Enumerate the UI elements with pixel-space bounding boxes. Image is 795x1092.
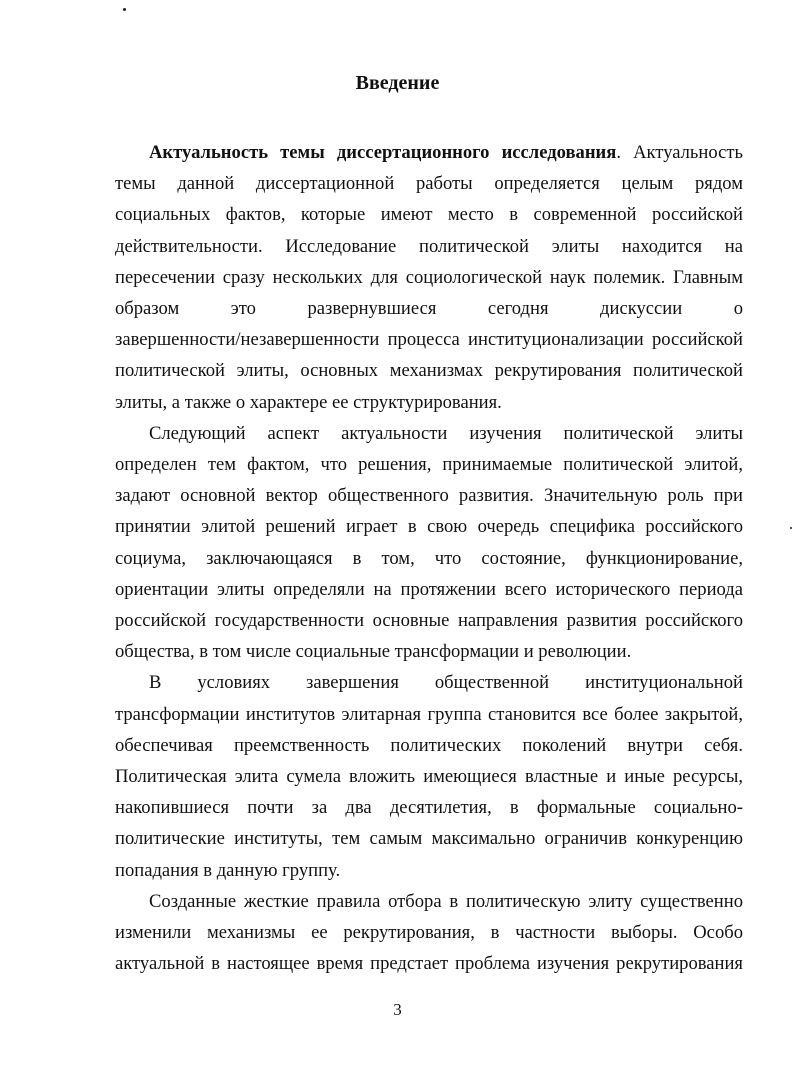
text-line: попадания в данную группу. bbox=[115, 859, 341, 881]
text-line: завершенности/незавершенности процесса институционализации российской bbox=[115, 329, 743, 351]
text-line: Созданные жесткие правила отбора в политическую элиту существенно bbox=[149, 890, 743, 912]
text-line: социальных фактов, которые имеют место в современной российской bbox=[115, 204, 743, 226]
text-line: политические институты, тем самым максимально ограничив конкуренцию bbox=[115, 828, 743, 850]
text-line: Следующий аспект актуальности изучения политической элиты bbox=[149, 422, 743, 444]
page-title: Введение bbox=[355, 72, 440, 94]
text-line: образом это развернувшиеся сегодня дискуссии о bbox=[115, 298, 743, 320]
text-line: изменили механизмы ее рекрутирования, в частности выборы. Особо bbox=[115, 922, 743, 944]
text-line: Политическая элита сумела вложить имеющиеся властные и иные ресурсы, bbox=[115, 766, 743, 788]
text-line: задают основной вектор общественного развития. Значительную роль при bbox=[115, 485, 743, 507]
text-line: обеспечивая преемственность политических поколений внутри себя. bbox=[115, 734, 743, 756]
scan-speck bbox=[790, 527, 792, 529]
text-line: принятии элитой решений играет в свою очередь специфика российского bbox=[115, 516, 743, 538]
text-line: накопившиеся почти за два десятилетия, в формальные социально- bbox=[115, 797, 743, 819]
text-line: элиты, а также о характере ее структурирования. bbox=[115, 391, 502, 413]
text-line: определен тем фактом, что решения, принимаемые политической элитой, bbox=[115, 454, 743, 476]
text-line: трансформации институтов элитарная группа становится все более закрытой, bbox=[115, 703, 743, 725]
scan-speck bbox=[123, 8, 126, 11]
text-line: российской государственности основные направления развития российского bbox=[115, 610, 743, 632]
text-line: В условиях завершения общественной институциональной bbox=[149, 672, 743, 694]
text-line: общества, в том числе социальные трансформации и революции. bbox=[115, 641, 632, 663]
document-body bbox=[115, 137, 743, 979]
paragraph-4 bbox=[115, 886, 743, 980]
text-line: темы данной диссертационной работы определяется целым рядом bbox=[115, 173, 743, 195]
page-number: 3 bbox=[393, 1000, 402, 1019]
paragraph-2 bbox=[115, 418, 743, 668]
bold-term: Актуальность темы диссертационного исследования bbox=[149, 142, 617, 163]
text-line: социума, заключающаяся в том, что состояние, функционирование, bbox=[115, 547, 743, 569]
text-line: ориентации элиты определяли на протяжении всего исторического периода bbox=[115, 578, 743, 600]
text-line: политической элиты, основных механизмах рекрутирования политической bbox=[115, 360, 743, 382]
text-line: действительности. Исследование политической элиты находится на bbox=[115, 235, 743, 257]
paragraph-3 bbox=[115, 667, 743, 885]
text-line: Актуальность темы диссертационного исследования. Актуальность bbox=[149, 142, 743, 163]
text-line: актуальной в настоящее время предстает проблема изучения рекрутирования bbox=[115, 953, 743, 975]
paragraph-1 bbox=[115, 137, 743, 418]
text-line: пересечении сразу нескольких для социологической наук полемик. Главным bbox=[115, 266, 743, 288]
